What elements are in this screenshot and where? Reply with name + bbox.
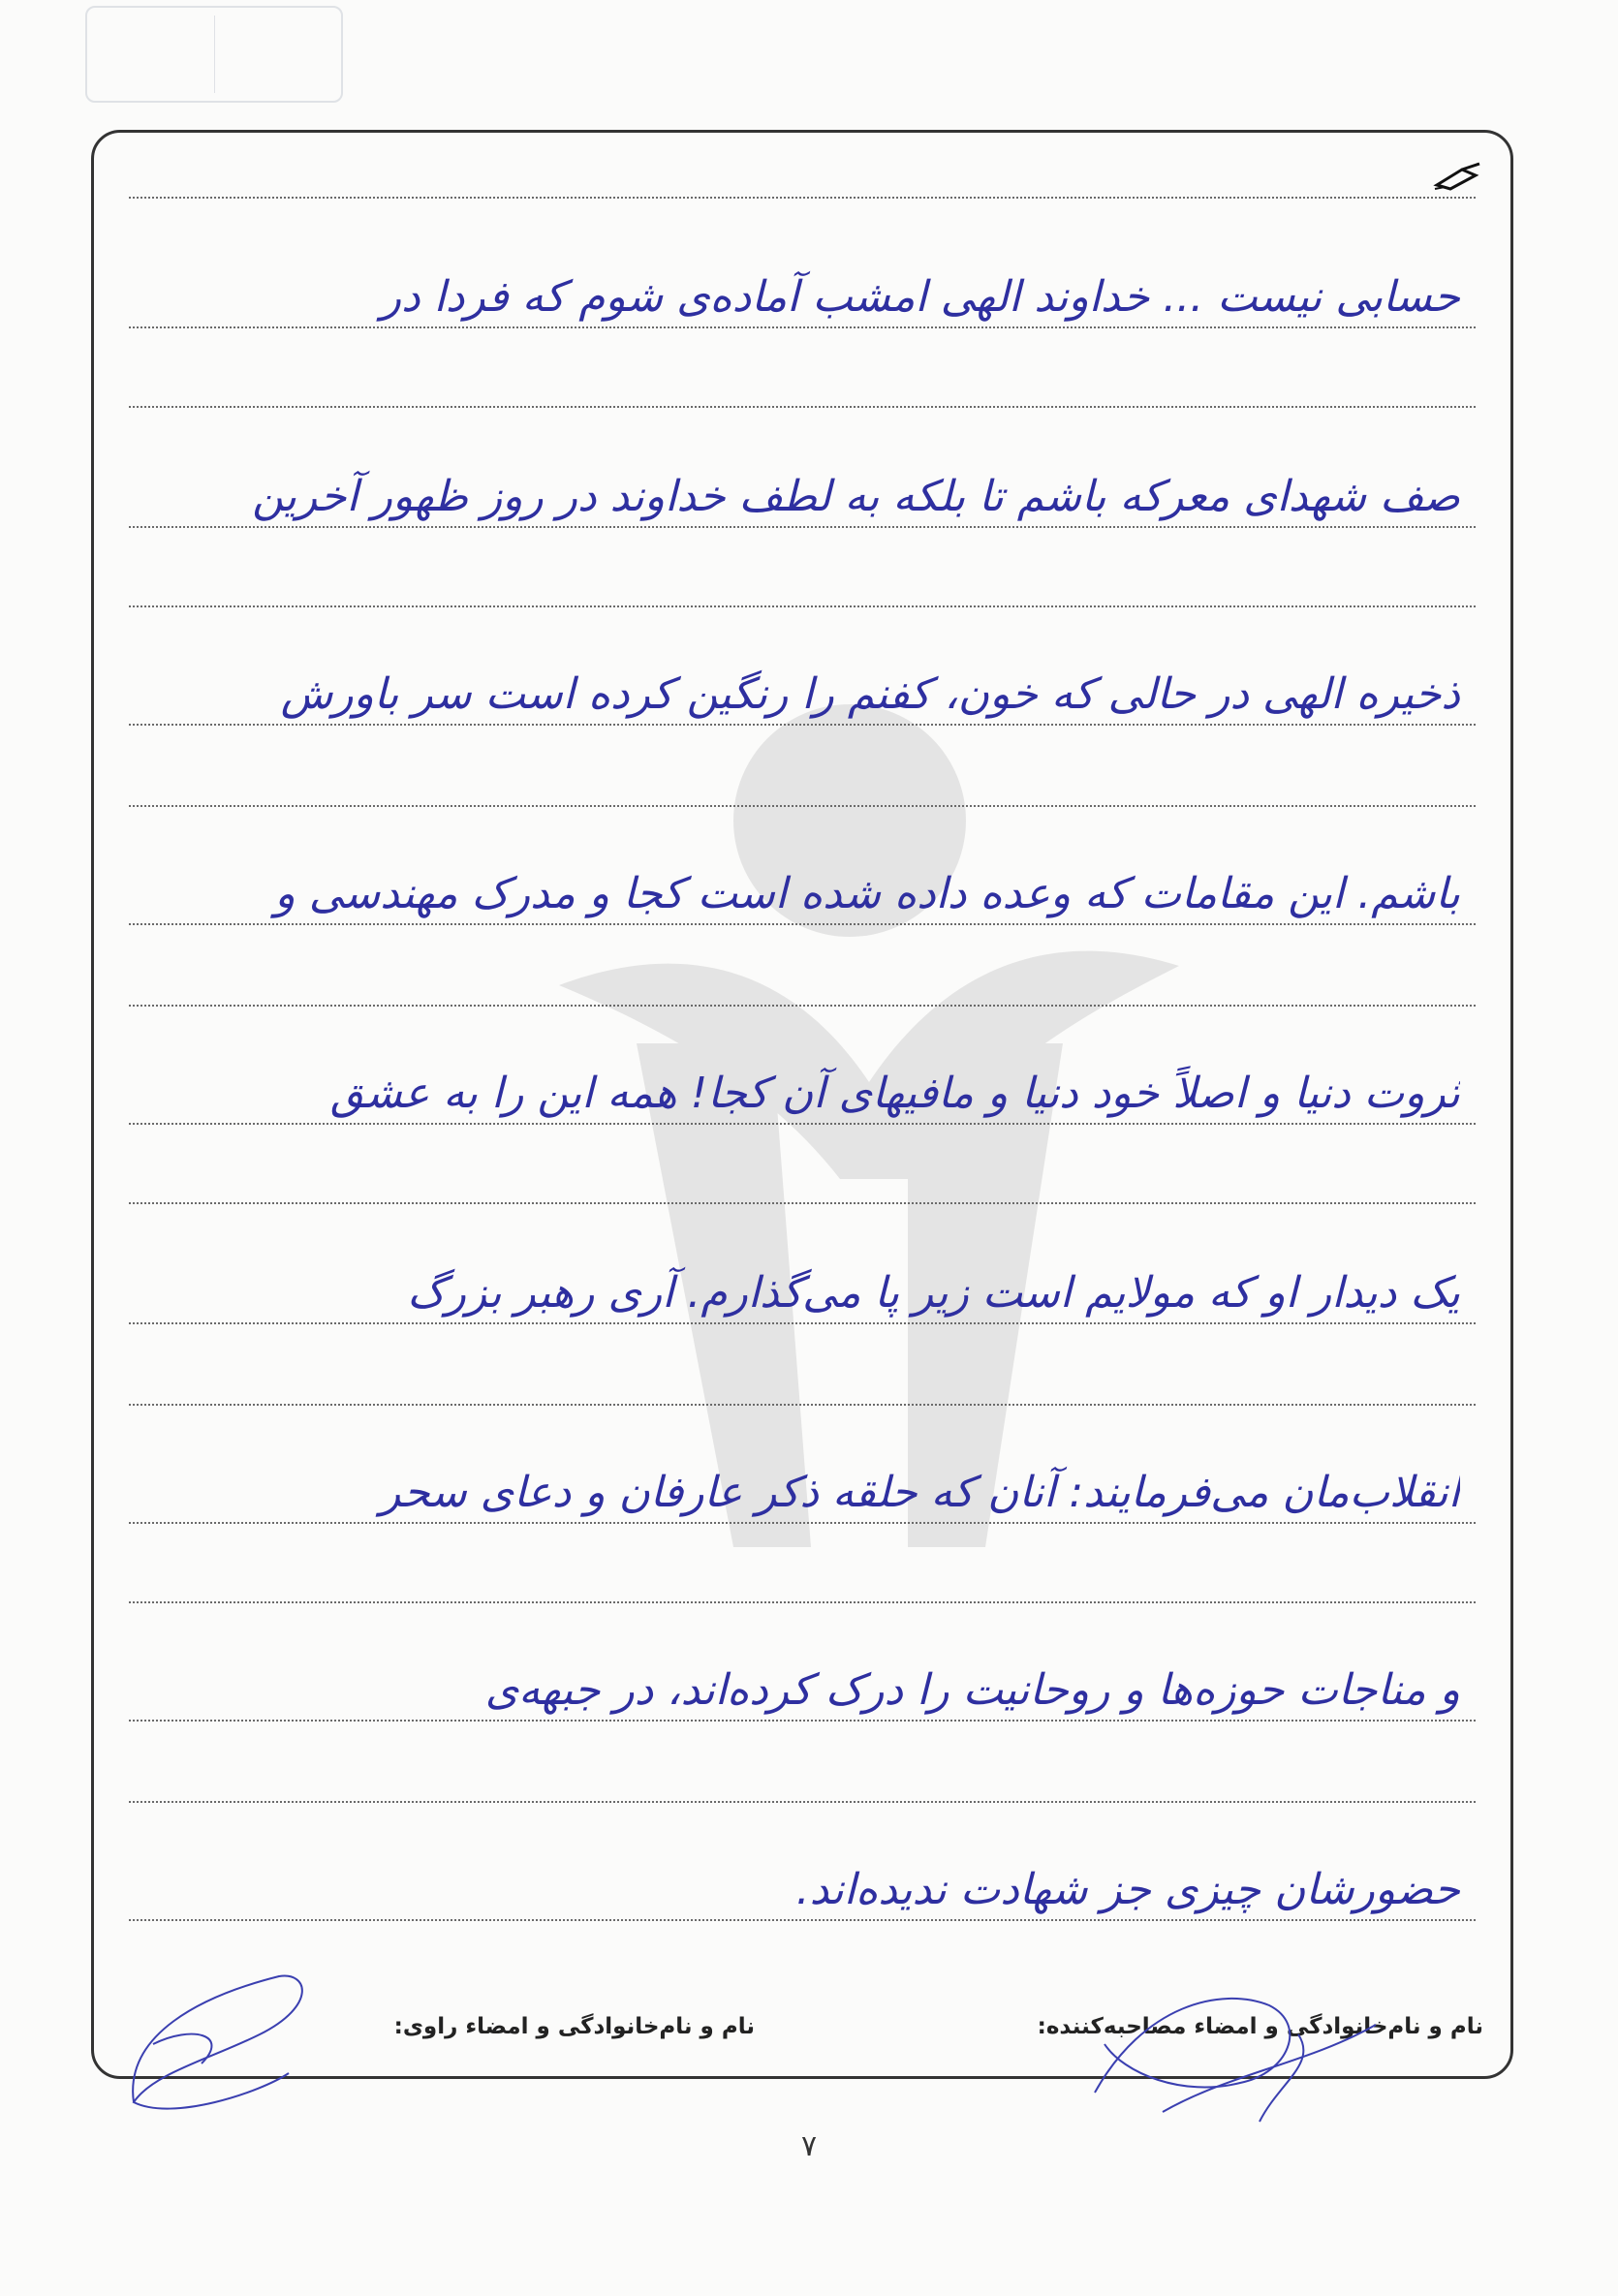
narrator-signature [114,1957,337,2131]
ruled-line [129,406,1476,408]
handwritten-line-6: یک دیدار او که مولایم است زیر پا می‌گذارم. آری رهبر بزرگ [407,1268,1460,1318]
page-number: ۷ [800,2129,818,2163]
handwritten-line-8: و مناجات حوزه‌ها و روحانیت را درک کرده‌اند، در جبهه‌ی [484,1665,1460,1715]
handwritten-line-1: حسابی نیست ... خداوند الهی امشب آماده‌ی شوم که فردا در [380,272,1460,322]
ruled-line [129,326,1476,328]
interviewer-signature [1066,1967,1385,2131]
handwritten-line-2: صف شهدای معرکه باشم تا بلکه به لطف خداوند در روز ظهور آخرین [252,472,1460,521]
ruled-line [129,605,1476,607]
ruled-line [129,1123,1476,1125]
ruled-line [129,1404,1476,1406]
handwritten-line-5: ثروت دنیا و اصلاً خود دنیا و مافیهای آن کجا! همه این را به عشق [330,1069,1460,1118]
ruled-line [129,197,1476,199]
ruled-line [129,1601,1476,1603]
ruled-line [129,1919,1476,1921]
handwritten-line-7: انقلاب‌مان می‌فرمایند: آنان که حلقه ذکر عارفان و دعای سحر [380,1468,1460,1517]
ruled-line [129,1720,1476,1722]
writing-frame [91,130,1513,2079]
ruled-line [129,1322,1476,1324]
narrator-signature-label: نام و نام‌خانوادگی و امضاء راوی: [393,2014,755,2039]
ruled-line [129,805,1476,807]
ruled-line [129,923,1476,925]
ruled-line [129,1522,1476,1524]
handwritten-line-9: حضورشان چیزی جز شهادت ندیده‌اند. [795,1865,1460,1914]
ruled-line [129,526,1476,528]
ruled-line [129,1005,1476,1007]
ruled-line [129,1801,1476,1803]
pen-icon [1433,162,1483,191]
handwritten-line-4: باشم. این مقامات که وعده داده شده است کجا و مدرک مهندسی و [274,869,1460,918]
handwritten-line-3: ذخیره الهی در حالی که خون، کفنم را رنگین کرده است سر باورش [280,669,1460,719]
ruled-line [129,1202,1476,1204]
ruled-line [129,724,1476,726]
header-stamp [85,6,343,103]
interviewer-signature-label: نام و نام‌خانوادگی و امضاء مصاحبه‌کننده: [1037,2014,1483,2039]
